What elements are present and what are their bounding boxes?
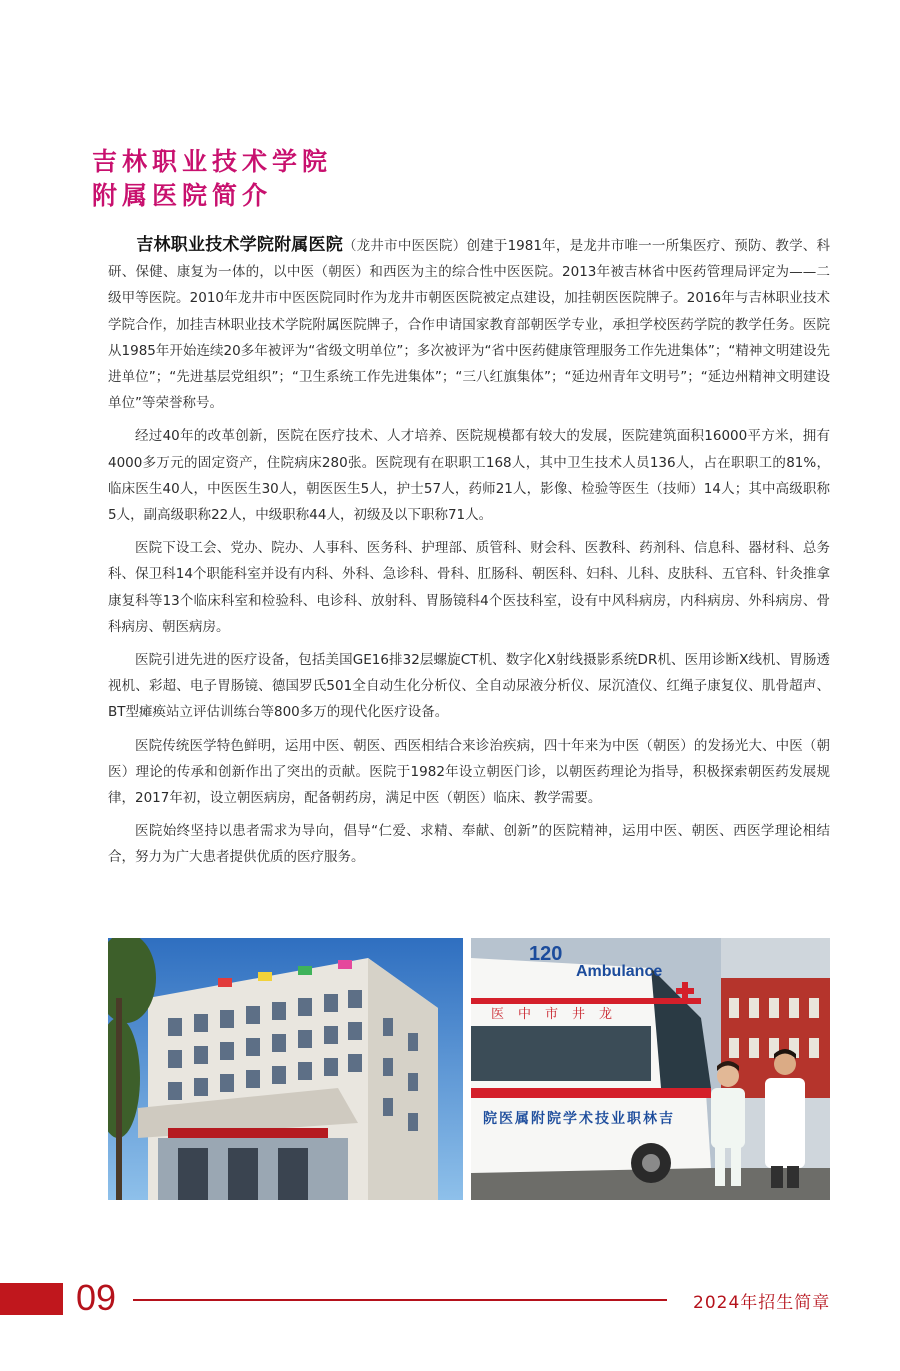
ambulance-photo (471, 938, 830, 1200)
footer-accent-bar (0, 1283, 63, 1315)
page-title-line-1: 吉林职业技术学院 (92, 147, 333, 176)
ambulance-number: 120 (529, 943, 563, 965)
paragraph-departments: 医院下设工会、党办、院办、人事科、医务科、护理部、质管科、财会科、医教科、药剂科、信息科、器材科、总务科、保卫科14个职能科室并设有内科、外科、急诊科、骨科、肛肠科、朝医科、妇科、儿科、皮肤科、五官科、针灸推拿康复科等13个临床科室和检验科、电诊科、放射科、胃肠镜科4个医技科室，设有中风科病房，内科病房、外科病房、骨科病房、朝医病房。 (108, 540, 830, 635)
footer-publication-title: 2024年招生简章 (693, 1293, 831, 1313)
ambulance-word: Ambulance (576, 963, 663, 980)
page-title (92, 145, 332, 213)
photo-strip (108, 938, 830, 1200)
paragraph-mission: 医院始终坚持以患者需求为导向，倡导“仁爱、求精、奉献、创新”的医院精神，运用中医、朝医、西医学理论相结合，努力为广大患者提供优质的医疗服务。 (108, 823, 830, 866)
paragraph-equipment: 医院引进先进的医疗设备，包括美国GE16排32层螺旋CT机、数字化X射线摄影系统DR机、医用诊断X线机、胃肠透视机、彩超、电子胃肠镜、德国罗氏501全自动生化分析仪、全自动尿液分析仪、尿沉渣仪、红绳子康复仪、肌骨超声、BT型瘫痪站立评估训练台等800多万的现代化医疗设备。 (108, 652, 830, 721)
ambulance-illustration (471, 938, 830, 1200)
paragraph-scale: 经过40年的改革创新，医院在医疗技术、人才培养、医院规模都有较大的发展，医院建筑面积16000平方米，拥有4000多万元的固定资产，住院病床280张。医院现有在职职工168人，其中卫生技术人员136人，占在职职工的81%，临床医生40人，中医医生30人，朝医医生5人，护士57人，药师21人，影像、检验等医生（技师）14人；其中高级职称5人，副高级职称22人，中级职称44人，初级及以下职称71人。 (108, 428, 830, 524)
paragraph-history (108, 232, 830, 416)
hospital-name: 吉林职业技术学院附属医院 (136, 235, 343, 255)
intro-text (108, 232, 830, 878)
paragraph-traditional-medicine: 医院传统医学特色鲜明，运用中医、朝医、西医相结合来诊治疾病，四十年来为中医（朝医）的发扬光大、中医（朝医）理论的传承和创新作出了突出的贡献。医院于1982年设立朝医门诊，以朝医药理论为指导，积极探索朝医药发展规律，2017年初，设立朝医病房，配备朝药房，满足中医（朝医）临床、教学需要。 (108, 737, 830, 807)
footer-divider (133, 1299, 667, 1301)
hospital-building-photo (108, 938, 463, 1200)
hospital-building-illustration (108, 938, 463, 1200)
page-title-line-2: 附属医院简介 (92, 181, 273, 210)
page-number: 09 (76, 1277, 117, 1318)
hospital-alias: （龙井市中医医院） (342, 238, 467, 254)
ambulance-cn-side: 院医属附院学术技业职林吉 (483, 1111, 675, 1127)
ambulance-cn-top: 医中市井龙 (491, 1007, 627, 1022)
paragraph-history-text: 创建于1981年，是龙井市唯一一所集医疗、预防、教学、科研、保健、康复为一体的，以中医（朝医）和西医为主的综合性中医医院。2013年被吉林省中医药管理局评定为——二级甲等医院。2010年龙井市中医医院同时作为龙井市朝医医院被定点建设，加挂朝医医院牌子。2016年与吉林职业技术学院合作，加挂吉林职业技术学院附属医院牌子，合作申请国家教育部朝医学专业，承担学校医药学院的教学任务。医院从1985年开始连续20多年被评为“省级文明单位”；多次被评为“省中医药健康管理服务工作先进集体”；“精神文明建设先进单位”；“先进基层党组织”；“卫生系统工作先进集体”；“三八红旗集体”；“延边州青年文明号”；“延边州精神文明建设单位”等荣誉称号。 (108, 238, 831, 412)
